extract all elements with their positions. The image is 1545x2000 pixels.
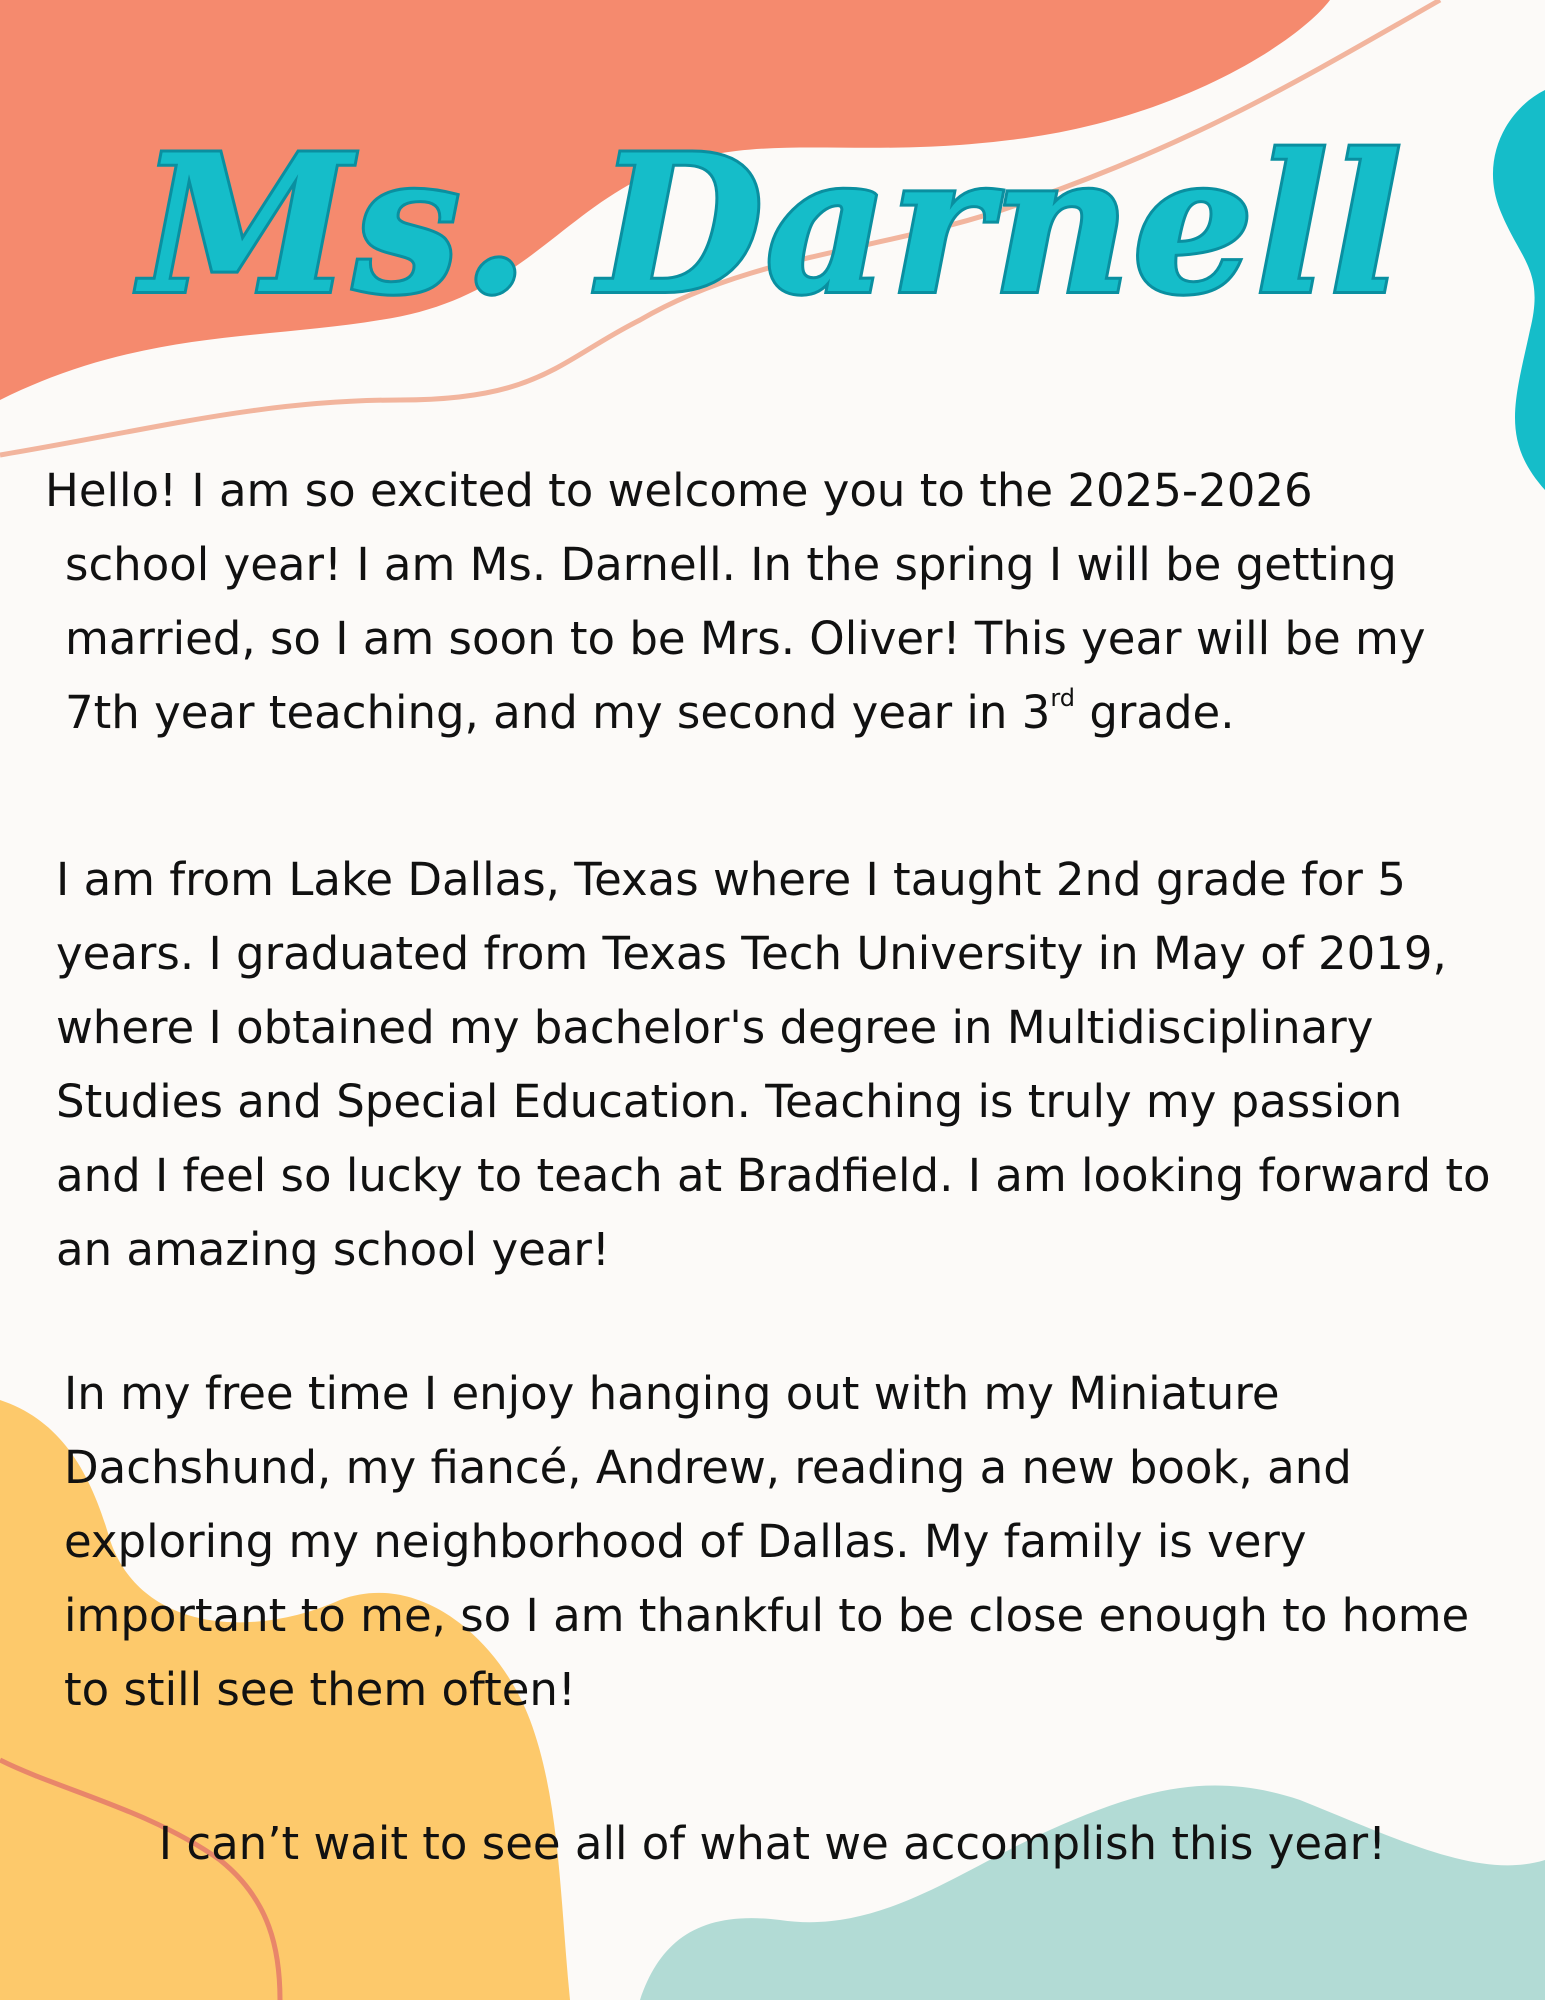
intro-text-end: grade. bbox=[1075, 686, 1235, 739]
intro-text: school year! I am Ms. Darnell. In the spring I will be getting married, so I am soon to be Mrs. Oliver! This year will be my 7th year teaching, and my second year in 3 bbox=[65, 538, 1426, 739]
closing-line: I can’t wait to see all of what we accomplish this year! bbox=[158, 1817, 1387, 1870]
background-paragraph: I am from Lake Dallas, Texas where I taught 2nd grade for 5 years. I graduated from Texas Tech University in May of 2019, where I obtained my bachelor's degree in Multidisciplinary Studies and Special Education. Teaching is truly my passion and I feel so lucky to teach at Bradfield. I am looking forward to an amazing school year! bbox=[56, 853, 1491, 1276]
intro-rest bbox=[45, 528, 1465, 750]
intro-paragraph bbox=[45, 454, 1465, 750]
page-title: Ms. Darnell bbox=[141, 113, 1404, 336]
intro-first-line: Hello! I am so excited to welcome you to the 2025-2026 bbox=[45, 464, 1313, 517]
ordinal-suffix: rd bbox=[1050, 684, 1076, 712]
free-time-paragraph: In my free time I enjoy hanging out with my Miniature Dachshund, my fiancé, Andrew, reading a new book, and exploring my neighborhood of Dallas. My family is very important to me, so I am thankful to be close enough to home to still see them often! bbox=[64, 1367, 1470, 1716]
